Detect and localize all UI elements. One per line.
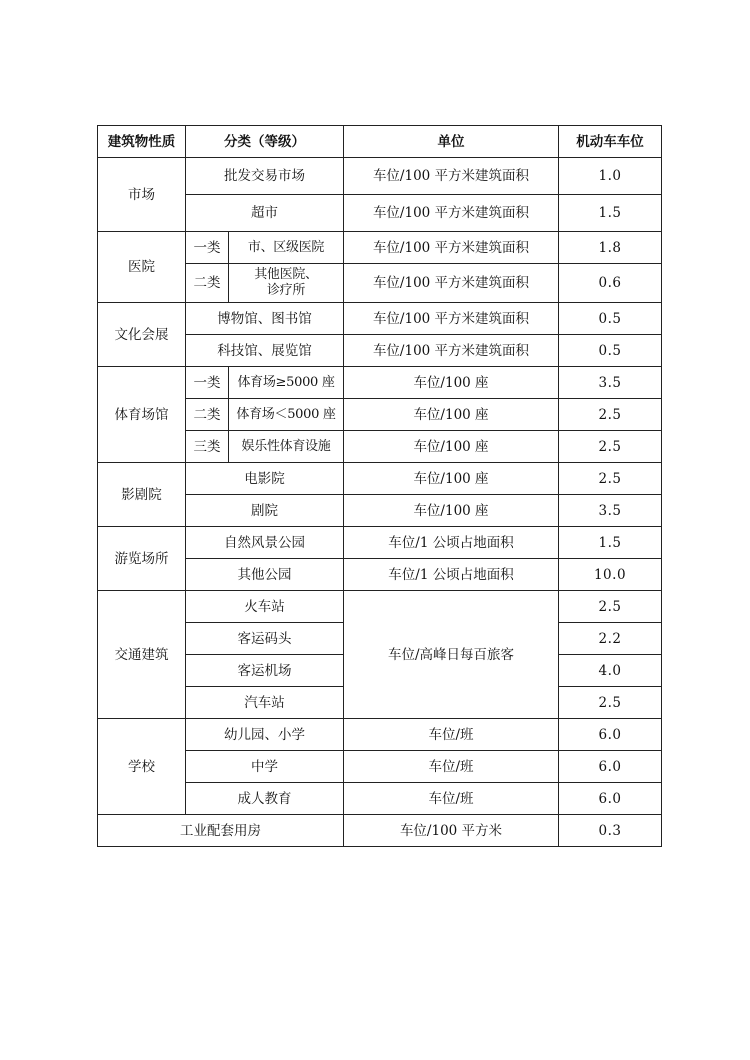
value-cell: 1.0 [559, 158, 662, 195]
category-cell: 电影院 [186, 463, 344, 495]
value-cell: 3.5 [559, 367, 662, 399]
unit-cell: 车位/100 平方米建筑面积 [344, 303, 559, 335]
table-row [98, 527, 662, 559]
category-cell: 超市 [186, 195, 344, 232]
category-cell: 娱乐性体育设施 [229, 431, 344, 463]
table-row [98, 591, 662, 623]
table-row [98, 367, 662, 399]
category-cell: 客运机场 [186, 655, 344, 687]
category-cell: 火车站 [186, 591, 344, 623]
table-row [98, 303, 662, 335]
unit-cell: 车位/100 平方米 [344, 815, 559, 847]
parking-standard-table [97, 125, 662, 847]
grade-cell: 一类 [186, 232, 229, 264]
value-cell: 4.0 [559, 655, 662, 687]
unit-cell: 车位/100 座 [344, 463, 559, 495]
unit-cell: 车位/1 公顷占地面积 [344, 559, 559, 591]
value-cell: 2.5 [559, 687, 662, 719]
group-hospital: 医院 [98, 232, 186, 303]
header-row [98, 126, 662, 158]
group-school: 学校 [98, 719, 186, 815]
category-cell: 中学 [186, 751, 344, 783]
value-cell: 0.5 [559, 335, 662, 367]
category-line: 诊疗所 [266, 283, 306, 298]
header-category: 分类（等级） [186, 126, 344, 158]
table-row [98, 719, 662, 751]
value-cell: 2.5 [559, 399, 662, 431]
header-spaces: 机动车车位 [559, 126, 662, 158]
category-cell: 市、区级医院 [229, 232, 344, 264]
group-parks: 游览场所 [98, 527, 186, 591]
unit-cell: 车位/1 公顷占地面积 [344, 527, 559, 559]
unit-cell: 车位/100 平方米建筑面积 [344, 232, 559, 264]
value-cell: 3.5 [559, 495, 662, 527]
grade-cell: 二类 [186, 399, 229, 431]
group-sports: 体育场馆 [98, 367, 186, 463]
value-cell: 0.3 [559, 815, 662, 847]
unit-cell: 车位/100 平方米建筑面积 [344, 195, 559, 232]
unit-cell: 车位/100 座 [344, 367, 559, 399]
category-cell: 批发交易市场 [186, 158, 344, 195]
header-nature: 建筑物性质 [98, 126, 186, 158]
category-cell: 博物馆、图书馆 [186, 303, 344, 335]
table-row [98, 815, 662, 847]
unit-cell: 车位/100 平方米建筑面积 [344, 335, 559, 367]
group-culture: 文化会展 [98, 303, 186, 367]
value-cell: 6.0 [559, 719, 662, 751]
grade-cell: 三类 [186, 431, 229, 463]
category-line: 其他医院、 [254, 267, 318, 282]
value-cell: 0.5 [559, 303, 662, 335]
unit-cell: 车位/100 平方米建筑面积 [344, 158, 559, 195]
table-row [98, 158, 662, 195]
grade-cell: 一类 [186, 367, 229, 399]
group-industry: 工业配套用房 [98, 815, 344, 847]
unit-cell: 车位/100 座 [344, 495, 559, 527]
value-cell: 6.0 [559, 783, 662, 815]
unit-cell: 车位/100 座 [344, 399, 559, 431]
group-theater: 影剧院 [98, 463, 186, 527]
value-cell: 0.6 [559, 264, 662, 303]
value-cell: 1.8 [559, 232, 662, 264]
value-cell: 1.5 [559, 195, 662, 232]
header-unit: 单位 [344, 126, 559, 158]
unit-cell: 车位/高峰日每百旅客 [344, 591, 559, 719]
grade-cell: 二类 [186, 264, 229, 303]
group-transport: 交通建筑 [98, 591, 186, 719]
category-cell [229, 264, 344, 303]
unit-cell: 车位/100 座 [344, 431, 559, 463]
category-cell: 幼儿园、小学 [186, 719, 344, 751]
value-cell: 10.0 [559, 559, 662, 591]
category-cell: 体育场≥5000 座 [229, 367, 344, 399]
unit-cell: 车位/班 [344, 751, 559, 783]
category-cell: 其他公园 [186, 559, 344, 591]
unit-cell: 车位/100 平方米建筑面积 [344, 264, 559, 303]
value-cell: 2.2 [559, 623, 662, 655]
table-row [98, 463, 662, 495]
unit-cell: 车位/班 [344, 783, 559, 815]
category-cell: 体育场＜5000 座 [229, 399, 344, 431]
table-row [98, 232, 662, 264]
group-market: 市场 [98, 158, 186, 232]
category-cell: 自然风景公园 [186, 527, 344, 559]
value-cell: 6.0 [559, 751, 662, 783]
value-cell: 2.5 [559, 591, 662, 623]
category-cell: 客运码头 [186, 623, 344, 655]
value-cell: 1.5 [559, 527, 662, 559]
value-cell: 2.5 [559, 431, 662, 463]
category-cell: 科技馆、展览馆 [186, 335, 344, 367]
category-cell: 成人教育 [186, 783, 344, 815]
category-cell: 剧院 [186, 495, 344, 527]
category-cell: 汽车站 [186, 687, 344, 719]
value-cell: 2.5 [559, 463, 662, 495]
unit-cell: 车位/班 [344, 719, 559, 751]
